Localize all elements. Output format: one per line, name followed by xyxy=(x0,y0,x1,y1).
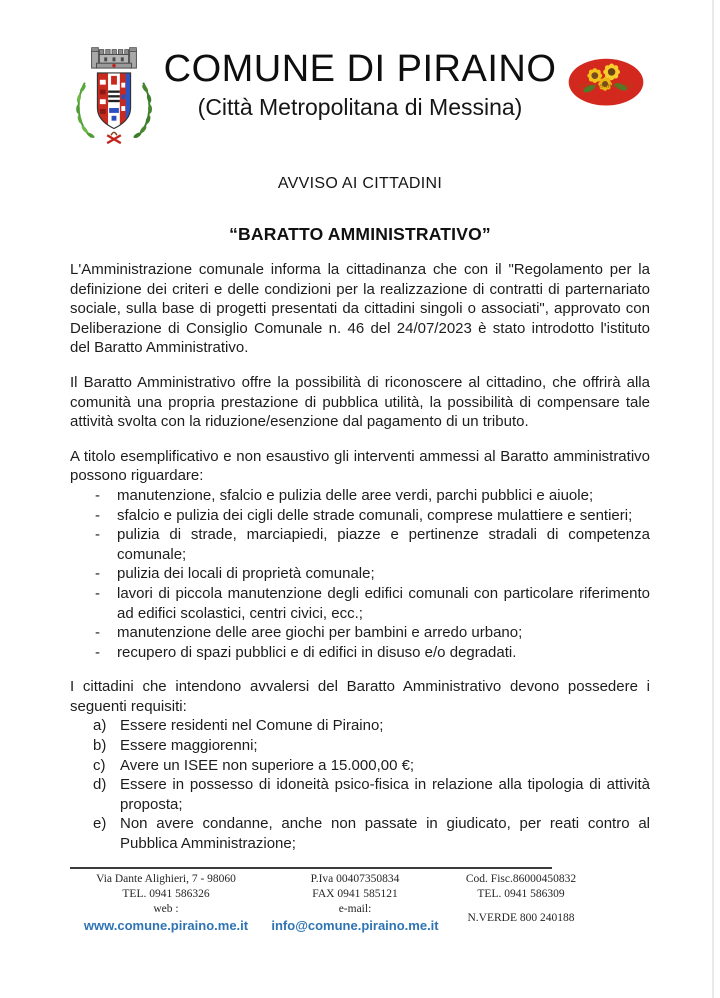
costa-saracena-logo xyxy=(562,34,650,117)
document-footer xyxy=(70,867,650,934)
list-item xyxy=(95,623,650,643)
footer-web-label: web : xyxy=(153,902,179,915)
list-item-text: Essere maggiorenni; xyxy=(120,737,258,755)
list-item xyxy=(95,564,650,584)
requisiti-list xyxy=(70,716,650,853)
list-item xyxy=(93,775,650,814)
list-item xyxy=(95,506,650,526)
list-item xyxy=(93,814,650,853)
list-item-text: pulizia di strade, marciapiedi, piazze e pertinenze stradali di competenza comunale; xyxy=(117,526,650,563)
paragraph-requisiti-intro: I cittadini che intendono avvalersi del Baratto Amministrativo devono possedere i seguenti requisiti: xyxy=(70,678,650,715)
list-item-text: manutenzione, sfalcio e pulizia delle aree verdi, parchi pubblici e aiuole; xyxy=(117,486,594,504)
dash-marker: - xyxy=(95,584,100,602)
list-item xyxy=(95,486,650,506)
list-item xyxy=(95,643,650,663)
website-link[interactable]: www.comune.piraino.me.it xyxy=(83,917,249,933)
dash-marker: - xyxy=(95,486,100,504)
letter-marker: e) xyxy=(93,815,107,833)
list-item-text: Avere un ISEE non superiore a 15.000,00 €; xyxy=(120,756,415,774)
letter-marker: b) xyxy=(93,737,107,755)
footer-codes-block xyxy=(448,872,594,934)
footer-address-block xyxy=(70,872,262,934)
footer-piva-line: P.Iva 00407350834 xyxy=(310,872,400,885)
dash-marker: - xyxy=(95,506,100,524)
dash-marker: - xyxy=(95,526,100,544)
page-title: COMUNE DI PIRAINO xyxy=(163,48,557,90)
list-item-text: Essere residenti nel Comune di Piraino; xyxy=(120,717,384,735)
footer-phone-line: TEL. 0941 586326 xyxy=(122,887,210,900)
list-item xyxy=(93,756,650,776)
footer-email-label: e-mail: xyxy=(338,902,372,915)
list-item xyxy=(93,716,650,736)
list-item xyxy=(95,584,650,623)
page-subtitle: (Città Metropolitana di Messina) xyxy=(197,94,523,120)
header-title-block xyxy=(158,34,562,121)
footer-fiscal-block xyxy=(262,872,448,934)
paragraph-regolamento: L'Amministrazione comunale informa la cittadinanza che con il "Regolamento per la definizione dei criteri e delle condizioni per la realizzazione di contratti di parternariato sociale, sulla base di progetti presentati da cittadini singoli o associati", approvato con Deliberazione di Consiglio Comunale n. 46 del 24/07/2023 è stato introdotto l'istituto del Baratto Amministrativo. xyxy=(70,261,650,357)
letter-marker: d) xyxy=(93,776,107,794)
notice-subheading: “BARATTO AMMINISTRATIVO” xyxy=(229,224,491,244)
list-item-text: manutenzione delle aree giochi per bambini e arredo urbano; xyxy=(117,624,523,642)
document-header xyxy=(70,34,650,148)
footer-divider xyxy=(70,867,552,869)
footer-nverde-line: N.VERDE 800 240188 xyxy=(467,911,575,924)
letter-marker: a) xyxy=(93,717,107,735)
dash-marker: - xyxy=(95,565,100,583)
municipal-coat-of-arms xyxy=(70,34,158,151)
photo-edge-shadow xyxy=(712,0,714,998)
interventi-list xyxy=(70,486,650,662)
email-link[interactable]: info@comune.piraino.me.it xyxy=(271,917,439,933)
dash-marker: - xyxy=(95,643,100,661)
letter-marker: c) xyxy=(93,756,106,774)
list-item-text: lavori di piccola manutenzione degli edifici comunali con particolare riferimento ad edifici scolastici, centri civici, ecc.; xyxy=(117,584,650,622)
list-item xyxy=(95,525,650,564)
costa-saracena-logo-icon xyxy=(562,56,650,112)
footer-codfisc-line: Cod. Fisc.86000450832 xyxy=(465,872,577,885)
list-item-text: Non avere condanne, anche non passate in giudicato, per reati contro al Pubblica Amministrazione; xyxy=(120,815,650,853)
list-item xyxy=(93,736,650,756)
heraldic-shield xyxy=(97,73,130,129)
list-item-text: sfalcio e pulizia dei cigli delle strade comunali, comprese mulattiere e sentieri; xyxy=(117,506,633,524)
footer-columns xyxy=(70,872,594,934)
paragraph-baratto-definizione: Il Baratto Amministrativo offre la possibilità di riconoscere al cittadino, che offrirà alla comunità una propria prestazione di pubblica utilità, la possibilità di compensare tale attività svolta con la riduzione/esenzione dal pagamento di un tributo. xyxy=(70,373,650,431)
list-item-text: Essere in possesso di idoneità psico-fisica in relazione alla tipologia di attività proposta; xyxy=(120,776,650,813)
logo-text: COSTA SARACENA xyxy=(578,83,634,90)
dash-marker: - xyxy=(95,624,100,642)
list-item-text: recupero di spazi pubblici e di edifici in disuso e/o degradati. xyxy=(117,643,517,661)
coat-of-arms-icon xyxy=(70,34,158,146)
paragraph-interventi-intro: A titolo esemplificativo e non esaustivo gli interventi ammessi al Baratto amministrativo possono riguardare: xyxy=(70,447,650,485)
footer-address-line: Via Dante Alighieri, 7 - 98060 xyxy=(96,872,236,885)
mural-crown xyxy=(92,48,137,68)
notice-heading: AVVISO AI CITTADINI xyxy=(277,175,443,192)
footer-fax-line: FAX 0941 585121 xyxy=(312,887,398,900)
footer-tel2-line: TEL. 0941 586309 xyxy=(477,887,565,900)
list-item-text: pulizia dei locali di proprietà comunale; xyxy=(117,565,375,583)
